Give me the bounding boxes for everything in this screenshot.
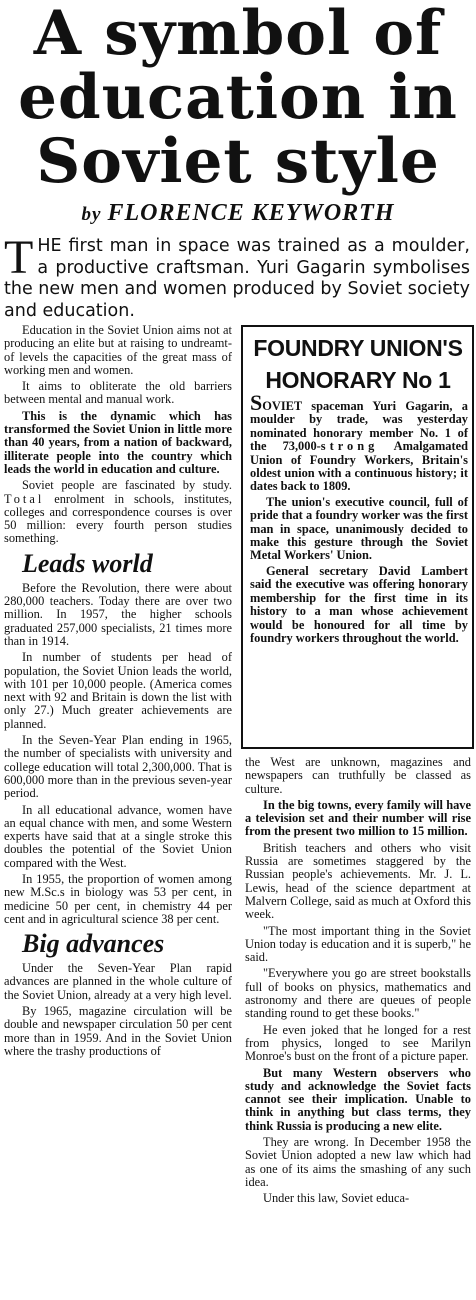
- left-paragraph-8: In all educational advance, women have an equal chance with men, and some Western experts have said that at a single stroke this doubles the potential of the Soviet Union compared with the West.: [4, 802, 232, 870]
- headline-line-1: A symbol of: [33, 0, 443, 69]
- headline-line-2: education in: [18, 62, 458, 133]
- box-paragraph-3: General secretary David Lambert said the executive was offering honorary membership for the first time in its history to a man whose achievement would be honoured for all time by foundry workers throughout the world.: [250, 563, 468, 645]
- left-paragraph-6: In number of students per head of population, the Soviet Union leads the world, with 101 per 10,000 people. (America comes next with 92 and Britain is down the list with only 27.) Much greater achievements are planned.: [4, 650, 232, 731]
- sidebar-box-headline: [247, 332, 469, 396]
- right-paragraph-4: "The most important thing in the Soviet Union today is education and it is superb," he said.: [245, 923, 471, 965]
- left-paragraph-4a: Soviet people are fascinated by study.: [22, 478, 232, 493]
- headline: [0, 0, 476, 197]
- left-paragraph-5: Before the Revolution, there were about 280,000 teachers. Today there are over two million. In 1957, the higher schools graduated 257,000 specialists, 21 times more than in 1914.: [4, 580, 232, 648]
- subhead-big-advances: Big advances: [22, 929, 165, 959]
- right-paragraph-9: Under this law, Soviet educa-: [263, 1191, 410, 1206]
- box-cap: S: [250, 390, 263, 415]
- left-paragraph-2: It aims to obliterate the old barriers between mental and manual work.: [4, 379, 232, 407]
- left-paragraph-1: Education in the Soviet Union aims not at producing an elite but at raising to undreamt-of levels the capacities of the great mass of working men and women.: [4, 323, 232, 377]
- right-paragraph-2: In the big towns, every family will have a television set and their number will rise from the present two million to 15 million.: [245, 797, 471, 839]
- right-paragraph-5: "Everywhere you go are street bookstalls full of books on physics, mathematics and astronomy and there are queues of people standing round to get these books.": [245, 966, 471, 1021]
- left-paragraph-10: Under the Seven-Year Plan rapid advances are planned in the whole culture of the Soviet Union, already at a very high level.: [4, 961, 232, 1002]
- right-paragraph-7: But many Western observers who study and acknowledge the Soviet facts cannot see their implication. Unable to think in anything but class terms, they think Russia is producing a new elite.: [245, 1065, 471, 1133]
- sidebar-box-body: [250, 390, 468, 647]
- right-paragraph-1: the West are unknown, magazines and newspapers can truthfully be classed as culture.: [245, 755, 471, 796]
- sidebar-box-headline-line-2: HONORARY No 1: [265, 367, 451, 393]
- byline-by: by: [81, 204, 102, 225]
- left-paragraph-4b: Total: [4, 491, 45, 506]
- byline-author: FLORENCE KEYWORTH: [107, 200, 395, 226]
- right-paragraph-6: He even joked that he longed for a rest from physics, longed to see Marilyn Monroe's bust on the front of a picture paper.: [245, 1022, 471, 1064]
- left-paragraph-4c: enrolment in schools, institutes, colleges and correspondence courses is over 50 million: every fourth person studies something.: [4, 491, 232, 546]
- left-column: [4, 324, 232, 1061]
- box-paragraph-2: The union's executive council, full of pride that a foundry worker was the first man in space, unanimously decided to make this gesture through the Soviet Metal Workers' Union.: [250, 494, 468, 563]
- box-paragraph-1c: Amalgamated Union of Foundry Workers, Britain's oldest union with a continuous history; it dates back to 1809.: [250, 439, 468, 494]
- right-column: [245, 756, 471, 1209]
- box-paragraph-1b: strong: [320, 439, 379, 454]
- subhead-leads-world: Leads world: [22, 548, 153, 578]
- right-paragraph-8: They are wrong. In December 1958 the Soviet Union adopted a new law which had as one of its aims the smashing of any such idea.: [245, 1135, 471, 1189]
- left-paragraph-7: In the Seven-Year Plan ending in 1965, the number of specialists with university and college education will total 2,300,000. That is 600,000 more than in the previous seven-year period.: [4, 733, 232, 801]
- headline-line-3: Soviet style: [36, 126, 440, 197]
- box-paragraph-1: [250, 390, 468, 494]
- left-paragraph-11: By 1965, magazine circulation will be double and newspaper circulation 50 per cent more than in 1959. And in the Soviet Union where the trashy productions of: [4, 1004, 232, 1058]
- left-paragraph-4: [4, 479, 232, 545]
- left-paragraph-3: This is the dynamic which has transformed the Soviet Union in little more than 40 years, from a nation of backward, illiterate people into the country which leads the world in education and culture.: [4, 408, 232, 476]
- sidebar-box-headline-line-1: FOUNDRY UNION'S: [253, 335, 463, 361]
- drop-cap: T: [4, 231, 34, 284]
- standfirst: [4, 231, 470, 322]
- byline: [0, 200, 476, 227]
- box-paragraph-1a: OVIET spaceman Yuri Gagarin, a moulder by trade, was yesterday nominated honorary member No. 1 of the 73,000-: [250, 399, 468, 454]
- standfirst-text: HE first man in space was trained as a moulder, a productive craftsman. Yuri Gagarin symbolises the new men and women produced by Soviet society and education.: [4, 236, 470, 321]
- left-paragraph-9: In 1955, the proportion of women among new M.Sc.s in biology was 53 per cent, in medicine 50 per cent, in chemistry 44 per cent and in agricultural science 38 per cent.: [4, 871, 232, 926]
- right-paragraph-3: British teachers and others who visit Russia are sometimes staggered by the Russian people's achievements. Mr. J. L. Lewis, head of the science department at Malvern College, said as much at Oxford this week.: [245, 840, 471, 922]
